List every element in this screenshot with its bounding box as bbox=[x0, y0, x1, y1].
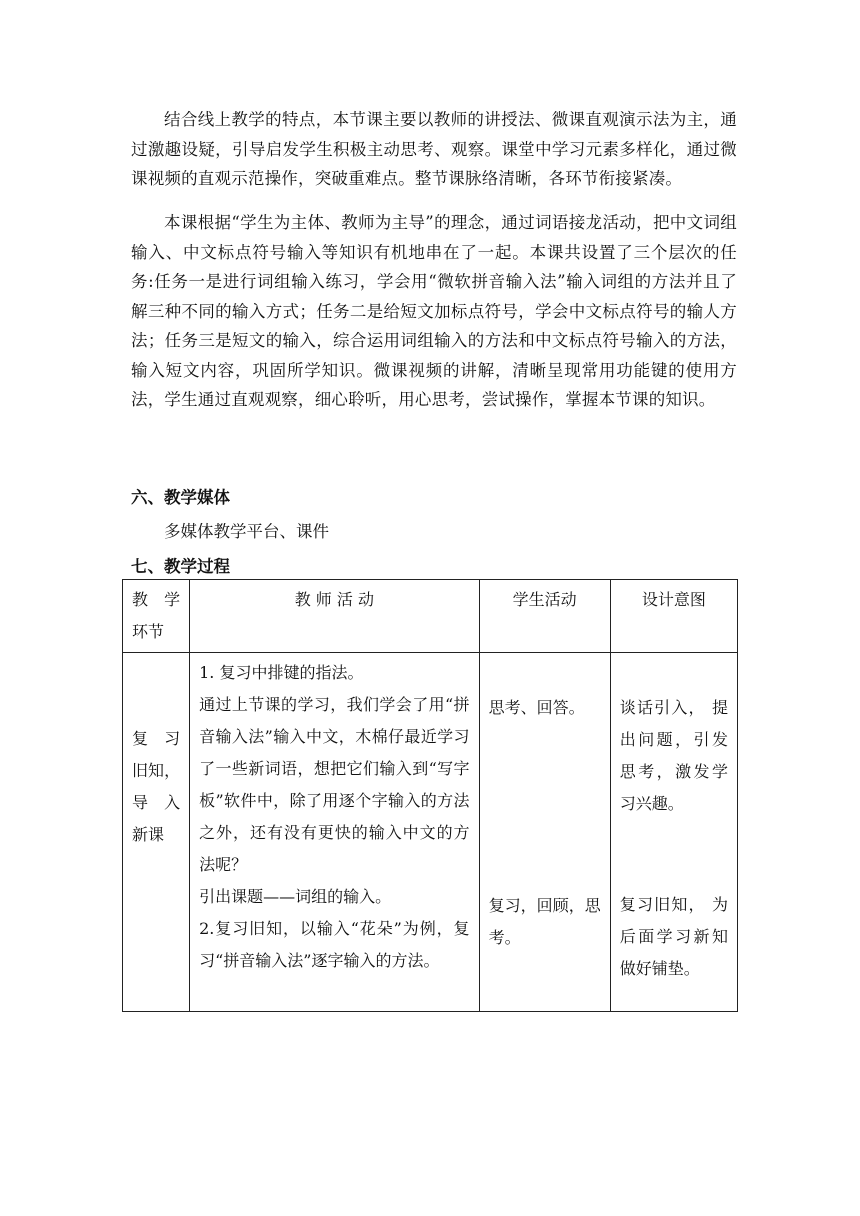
teacher-line-1: 1. 复习中排键的指法。 bbox=[199, 663, 364, 682]
header-design-intent: 设计意图 bbox=[610, 580, 737, 653]
teaching-process-table bbox=[122, 579, 738, 1012]
cell-spacer bbox=[620, 820, 728, 889]
teacher-line-4: 2.复习旧知，以输入“花朵”为例，复习“拼音输入法”逐字输入的方法。 bbox=[199, 919, 470, 970]
teaching-media-content: 多媒体教学平台、课件 bbox=[164, 522, 329, 541]
student-activity-cell bbox=[479, 653, 610, 1012]
cell-spacer bbox=[489, 657, 601, 692]
cell-spacer bbox=[489, 724, 601, 890]
table-header-row bbox=[123, 580, 738, 653]
teacher-activity-cell bbox=[190, 653, 479, 1012]
student-line-2: 复习，回顾，思考。 bbox=[488, 896, 601, 947]
paragraph-teaching-method: 结合线上教学的特点，本节课主要以教师的讲授法、微课直观演示法为主，通过激趣设疑，引导启发学生积极主动思考、观察。课堂中学习元素多样化，通过微课视频的直观示范操作，突破重难点。整节课脉络清晰，各环节衔接紧凑。 bbox=[131, 110, 737, 188]
heading-teaching-media: 六、教学媒体 bbox=[131, 488, 230, 507]
table-row bbox=[123, 653, 738, 1012]
stage-cell: 复 习旧知，导 入新课 bbox=[123, 653, 190, 1012]
cell-bottom-space bbox=[199, 977, 469, 1007]
heading-teaching-process: 七、教学过程 bbox=[131, 557, 230, 576]
intent-line-2: 复习旧知， 为后面学习新知做好铺垫。 bbox=[619, 895, 728, 978]
design-intent-cell bbox=[610, 653, 737, 1012]
intent-line-1: 谈话引入， 提出问题，引发思考，激发学习兴趣。 bbox=[619, 698, 728, 813]
teacher-line-2: 通过上节课的学习，我们学会了用“拼音输入法”输入中文，木棉仔最近学习了一些新词语，想把它们输入到“写字板”软件中，除了用逐个字输入的方法之外，还有没有更快的输入中文的方法呢？ bbox=[199, 695, 470, 874]
header-teacher-activity: 教 师 活 动 bbox=[190, 580, 479, 653]
header-student-activity: 学生活动 bbox=[479, 580, 610, 653]
student-line-1: 思考、回答。 bbox=[488, 698, 585, 717]
teacher-line-3: 引出课题——词组的输入。 bbox=[199, 887, 392, 906]
header-stage: 教 学环节 bbox=[123, 580, 190, 653]
cell-spacer bbox=[620, 657, 728, 692]
paragraph-lesson-design: 本课根据“学生为主体、教师为主导”的理念，通过词语接龙活动，把中文词组输入、中文标点符号输入等知识有机地串在了一起。本课共设置了三个层次的任务:任务一是进行词组输入练习，学会用“微软拼音输入法”输入词组的方法并且了解三种不同的输入方式；任务二是给短文加标点符号，学会中文标点符号的输人方法；任务三是短文的输入，综合运用词组输入的方法和中文标点符号输入的方法，输入短文内容，巩固所学知识。微课视频的讲解，清晰呈现常用功能键的使用方法，学生通过直观观察，细心聆听，用心思考，尝试操作，掌握本节课的知识。 bbox=[131, 213, 737, 409]
